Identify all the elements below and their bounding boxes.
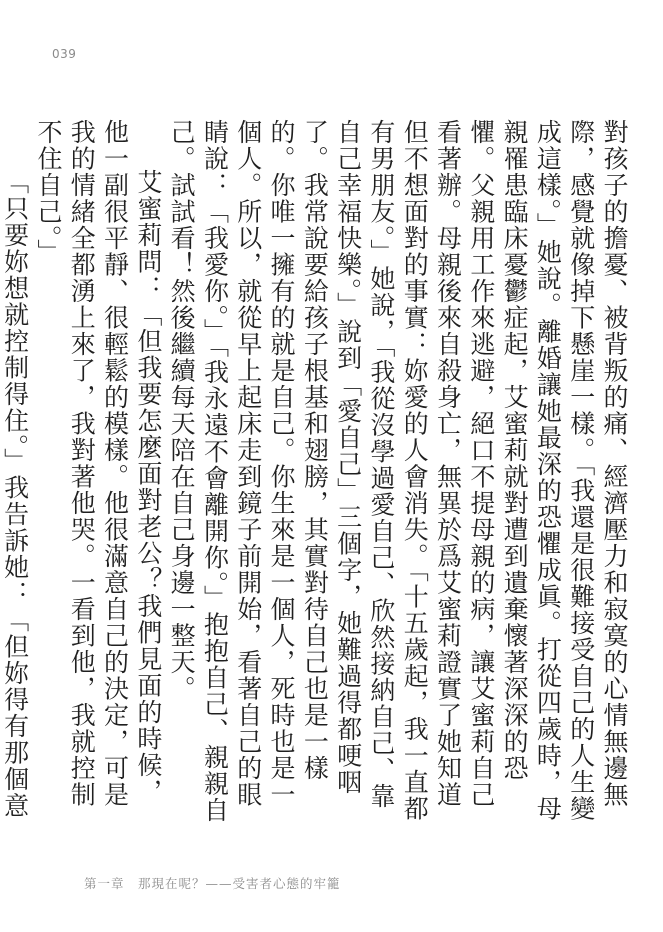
body-text — [0, 119, 631, 829]
paragraph-3: 「只要妳想就控制得住。」我告訴她：「但妳得有那個意 — [0, 169, 30, 819]
paragraph-1: 對孩子的擔憂、被背叛的痛、經濟壓力和寂寞的心情無邊無際，感覺就像掉下懸崖一樣。「我還是很難接受自己的人生變成這樣。」她說。離婚讓她最深的恐懼成眞。打從四歲時，母親罹患臨床憂鬱症起，艾蜜莉就對遭到遺棄懷著深深的恐懼。父親用工作來逃避，絕口不提母親的病，讓艾蜜莉自己看著辦。母親後來自殺身亡，無異於爲艾蜜莉證實了她知道但不想面對的事實：妳愛的人會消失。「十五歲起，我一直都有男朋友。」她說，「我從沒學過愛自己、欣然接納自己、靠自己幸福快樂。」說到「愛自己」三個字，她難過得都哽咽了。我常說要給孩子根基和翅膀，其實對待自己也是一樣的。你唯一擁有的就是自己。你生來是一個人，死時也是一個人。所以，就從早上起床走到鏡子前開始，看著自己的眼睛說：「我愛你。」「我永遠不會離開你。」抱抱自己、親親自己。試試看！然後繼續每天陪在自己身邊一整天。 — [167, 119, 629, 824]
page-number: 039 — [52, 47, 77, 61]
running-footer: 第一章 那現在呢？——受害者心態的牢籠 — [84, 876, 341, 891]
paragraph-2: 艾蜜莉問：「但我要怎麼面對老公？我們見面的時候，他一副很平靜、很輕鬆的模樣。他很滿意自己的決定，可是我的情緒全都湧上來了，我對著他哭。一看到他，我就控制不住自己。」 — [33, 119, 163, 808]
